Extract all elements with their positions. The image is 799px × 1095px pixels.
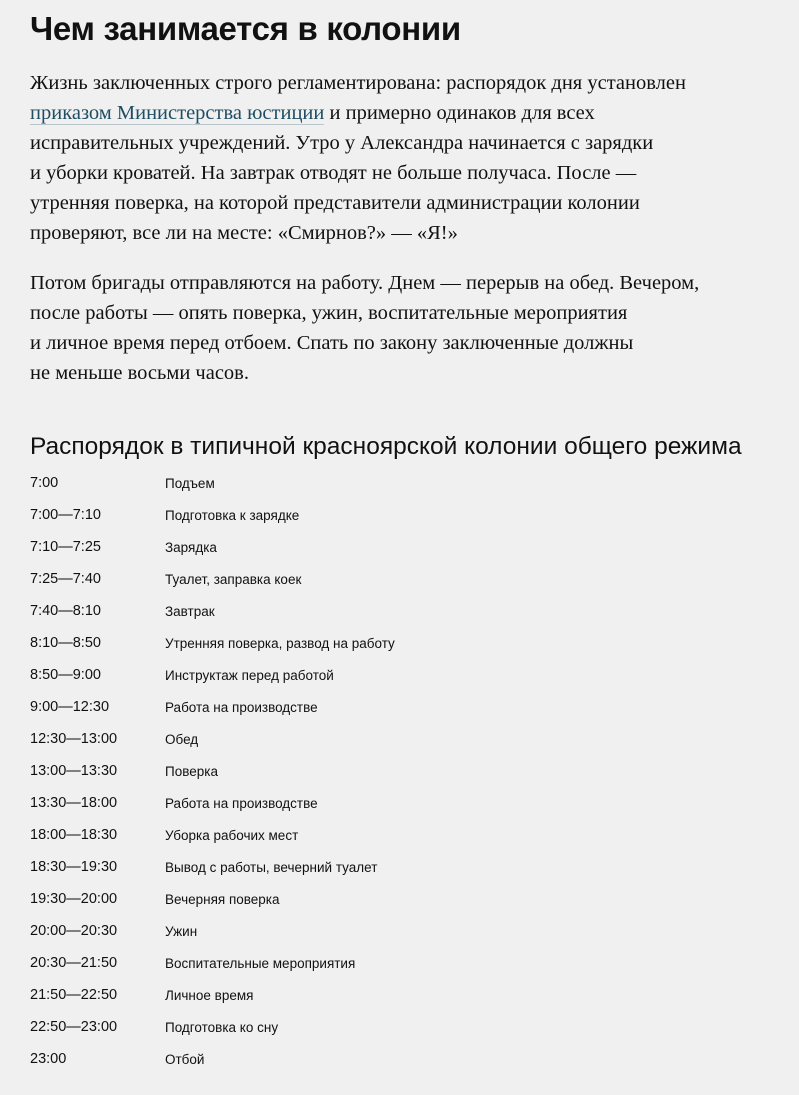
schedule-activity: Вечерняя поверка — [165, 891, 280, 907]
schedule-row — [30, 915, 395, 947]
paragraph-line-tail: и примерно одинаков для всех — [324, 102, 595, 124]
schedule-activity: Работа на производстве — [165, 699, 318, 715]
schedule-activity: Утренняя поверка, развод на работу — [165, 635, 395, 651]
schedule-table — [30, 467, 395, 1075]
schedule-row — [30, 467, 395, 499]
schedule-row — [30, 595, 395, 627]
schedule-time: 13:30—18:00 — [30, 795, 118, 811]
schedule-activity: Личное время — [165, 987, 254, 1003]
schedule-activity: Отбой — [165, 1051, 205, 1067]
paragraph-intro — [30, 68, 790, 248]
paragraph-routine — [30, 268, 790, 388]
schedule-row — [30, 1011, 395, 1043]
paragraph-line-with-link — [30, 98, 790, 128]
schedule-row — [30, 883, 395, 915]
schedule-time: 18:30—19:30 — [30, 859, 118, 875]
schedule-activity: Завтрак — [165, 603, 215, 619]
schedule-time: 12:30—13:00 — [30, 731, 118, 747]
schedule-time: 8:50—9:00 — [30, 667, 101, 683]
schedule-activity: Туалет, заправка коек — [165, 571, 302, 587]
paragraph-line: и уборки кроватей. На завтрак отводят не больше получаса. После — — [30, 162, 637, 184]
schedule-activity: Подготовка к зарядке — [165, 507, 300, 523]
section-heading: Чем занимается в колонии — [30, 10, 461, 47]
schedule-activity: Ужин — [165, 923, 198, 939]
schedule-row — [30, 1043, 395, 1075]
schedule-row — [30, 979, 395, 1011]
paragraph-line: не меньше восьми часов. — [30, 362, 249, 384]
paragraph-line: утренняя поверка, на которой представители администрации колонии — [30, 192, 640, 214]
schedule-time: 22:50—23:00 — [30, 1019, 118, 1035]
paragraph-line: исправительных учреждений. Утро у Александра начинается с зарядки — [30, 132, 654, 154]
schedule-time: 7:25—7:40 — [30, 571, 101, 587]
schedule-row — [30, 531, 395, 563]
schedule-time: 7:00—7:10 — [30, 507, 101, 523]
paragraph-line: Потом бригады отправляются на работу. Днем — перерыв на обед. Вечером, — [30, 272, 700, 294]
schedule-time: 13:00—13:30 — [30, 763, 118, 779]
schedule-time: 9:00—12:30 — [30, 699, 110, 715]
schedule-activity: Подготовка ко сну — [165, 1019, 279, 1035]
schedule-activity: Зарядка — [165, 539, 217, 555]
schedule-time: 7:00 — [30, 475, 59, 491]
schedule-time: 7:40—8:10 — [30, 603, 101, 619]
schedule-row — [30, 947, 395, 979]
schedule-row — [30, 563, 395, 595]
schedule-time: 8:10—8:50 — [30, 635, 101, 651]
schedule-row — [30, 627, 395, 659]
schedule-row — [30, 691, 395, 723]
schedule-time: 20:00—20:30 — [30, 923, 118, 939]
schedule-activity: Обед — [165, 731, 199, 747]
paragraph-line: после работы — опять поверка, ужин, воспитательные мероприятия — [30, 302, 628, 324]
schedule-activity: Воспитательные мероприятия — [165, 955, 356, 971]
schedule-row — [30, 851, 395, 883]
schedule-activity: Вывод с работы, вечерний туалет — [165, 859, 378, 875]
schedule-row — [30, 819, 395, 851]
schedule-activity: Поверка — [165, 763, 218, 779]
schedule-time: 20:30—21:50 — [30, 955, 118, 971]
paragraph-line: и личное время перед отбоем. Спать по закону заключенные должны — [30, 332, 634, 354]
paragraph-line: Жизнь заключенных строго регламентирована: распорядок дня установлен — [30, 72, 686, 94]
schedule-activity: Работа на производстве — [165, 795, 318, 811]
schedule-title: Распорядок в типичной красноярской колонии общего режима — [30, 433, 742, 460]
schedule-row — [30, 755, 395, 787]
schedule-row — [30, 723, 395, 755]
schedule-time: 23:00 — [30, 1051, 67, 1067]
schedule-row — [30, 659, 395, 691]
schedule-activity: Инструктаж перед работой — [165, 667, 334, 683]
paragraph-line: проверяют, все ли на месте: «Смирнов?» — «Я!» — [30, 222, 458, 244]
schedule-time: 19:30—20:00 — [30, 891, 118, 907]
schedule-row — [30, 499, 395, 531]
ministry-order-link[interactable]: приказом Министерства юстиции — [30, 102, 325, 124]
schedule-time: 21:50—22:50 — [30, 987, 118, 1003]
schedule-time: 7:10—7:25 — [30, 539, 101, 555]
schedule-row — [30, 787, 395, 819]
schedule-activity: Подъем — [165, 475, 215, 491]
schedule-activity: Уборка рабочих мест — [165, 827, 299, 843]
schedule-time: 18:00—18:30 — [30, 827, 118, 843]
